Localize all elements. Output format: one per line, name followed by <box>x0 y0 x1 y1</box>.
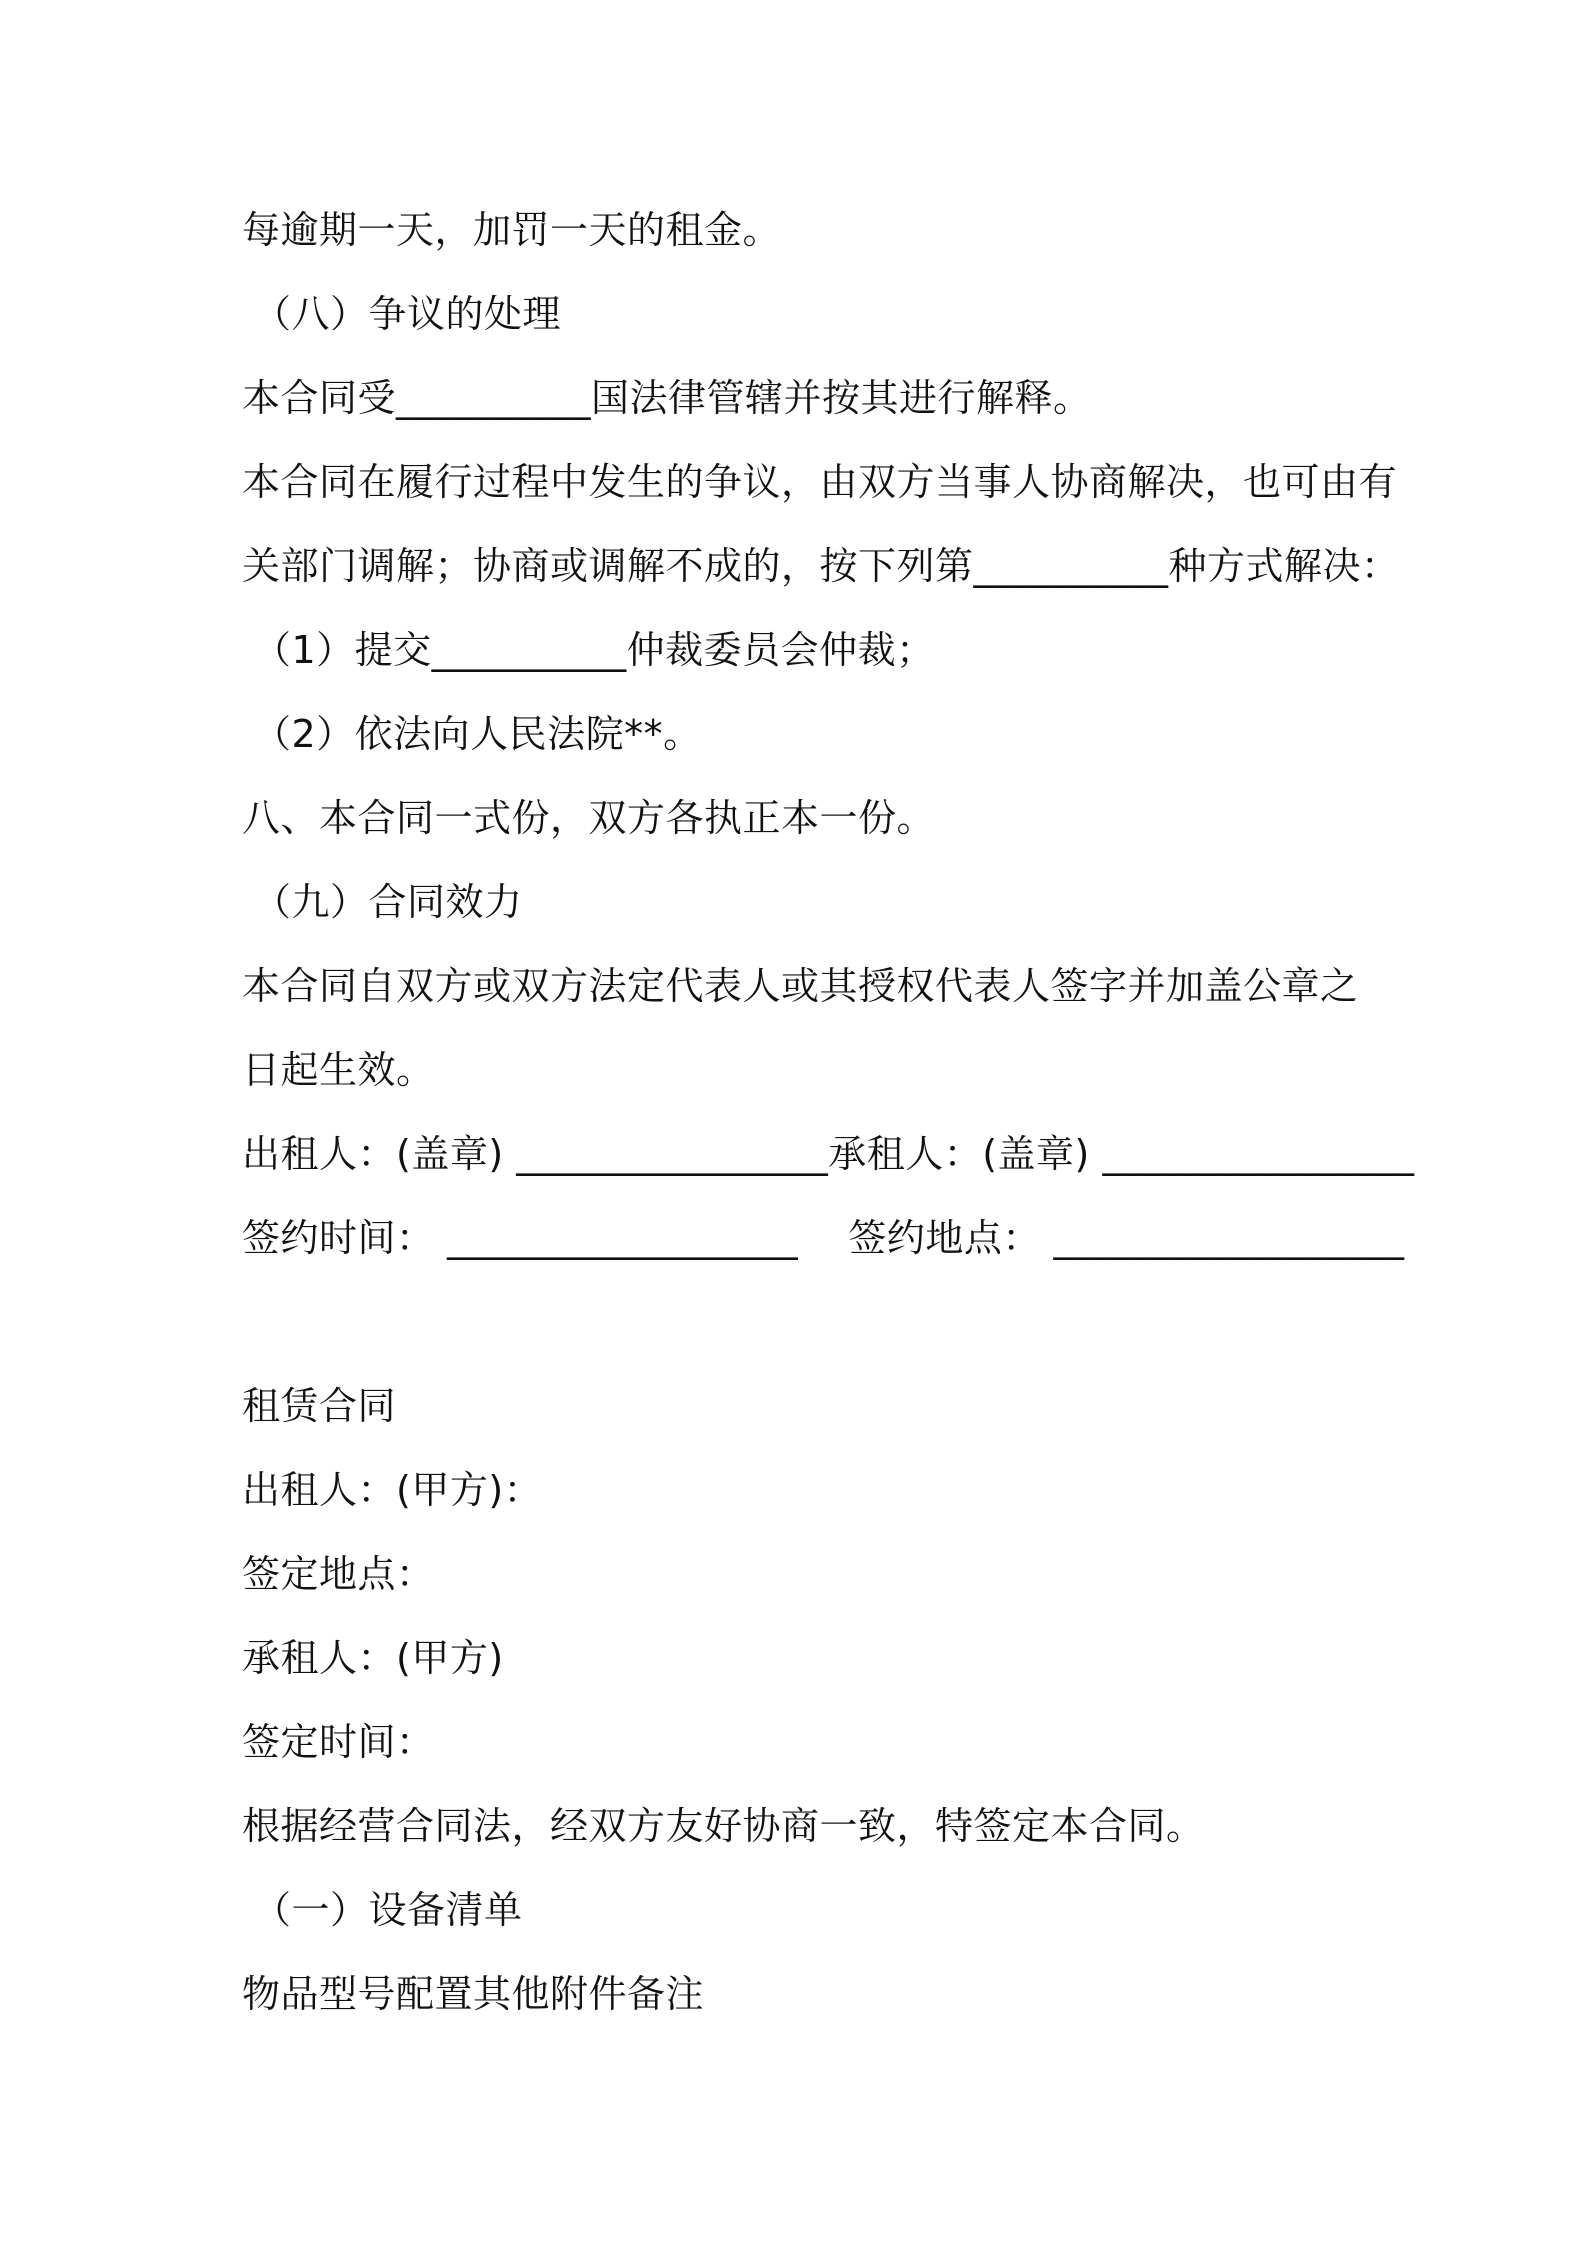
text-line-copies: 八、本合同一式份，双方各执正本一份。 <box>242 796 936 840</box>
text-line-late-penalty: 每逾期一天，加罚一天的租金。 <box>242 208 782 252</box>
signature-line-time-place: 签约时间： __________________ 签约地点： __________________ <box>242 1216 1405 1260</box>
text-line-mediation: 关部门调解；协商或调解不成的，按下列第__________种方式解决： <box>242 544 1400 588</box>
text-line-preamble: 根据经营合同法，经双方友好协商一致，特签定本合同。 <box>242 1804 1205 1848</box>
section-heading-equipment: （一）设备清单 <box>253 1888 523 1932</box>
signature-line-parties: 出租人：(盖章) ________________承租人：(盖章) ________________ <box>242 1132 1415 1176</box>
text-line-arbitration: （1）提交__________仲裁委员会仲裁； <box>253 628 935 672</box>
text-line-effective: 本合同自双方或双方法定代表人或其授权代表人签字并加盖公章之 <box>242 964 1359 1008</box>
text-line-governing-law: 本合同受__________国法律管辖并按其进行解释。 <box>242 376 1092 420</box>
section-heading-dispute: （八）争议的处理 <box>253 292 562 336</box>
text-line-dispute-negotiation: 本合同在履行过程中发生的争议，由双方当事人协商解决，也可由有 <box>242 460 1398 504</box>
text-line-court: （2）依法向人民法院**。 <box>253 712 702 756</box>
section-heading-validity: （九）合同效力 <box>253 880 523 924</box>
document-title: 租赁合同 <box>242 1384 397 1428</box>
field-signing-time: 签定时间： <box>242 1720 435 1764</box>
field-signing-place: 签定地点： <box>242 1552 435 1596</box>
text-line-equipment-columns: 物品型号配置其他附件备注 <box>242 1972 705 2016</box>
field-lessor: 出租人：(甲方)： <box>242 1468 543 1512</box>
text-line-effective-cont: 日起生效。 <box>242 1048 435 1092</box>
field-lessee: 承租人：(甲方) <box>242 1636 504 1680</box>
